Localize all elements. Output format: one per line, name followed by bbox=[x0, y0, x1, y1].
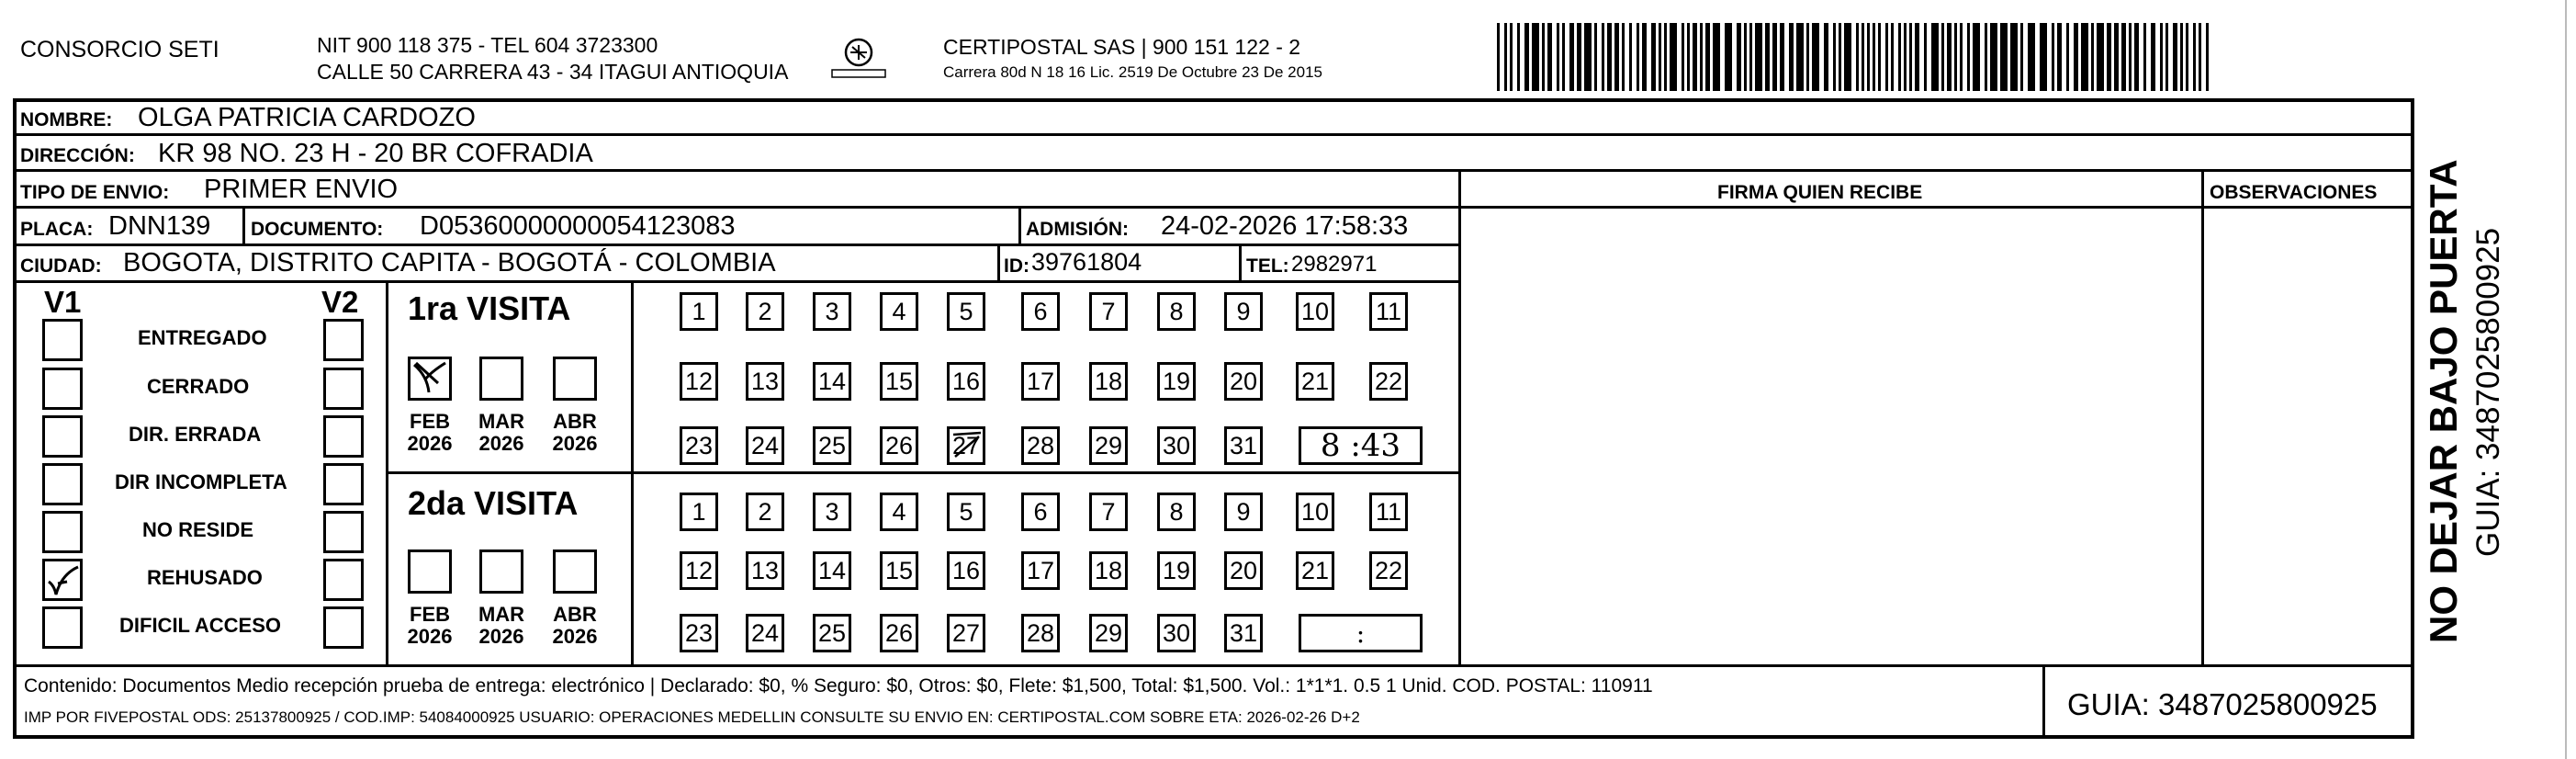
barcode-bar bbox=[1898, 23, 1901, 91]
ciudad-value: BOGOTA, DISTRITO CAPITA - BOGOTÁ - COLOMBIA bbox=[123, 248, 776, 278]
second-visit-day-20[interactable]: 20 bbox=[1224, 551, 1263, 590]
barcode-bar bbox=[1542, 23, 1545, 91]
tel-label: TEL: bbox=[1246, 255, 1289, 277]
barcode-bar bbox=[1547, 23, 1552, 91]
second-visit-day-2[interactable]: 2 bbox=[746, 493, 784, 531]
barcode-bar bbox=[1824, 23, 1828, 91]
barcode-bar bbox=[1594, 23, 1597, 91]
v2-checkbox-rehusado[interactable] bbox=[323, 559, 364, 601]
admision-label: ADMISIÓN: bbox=[1026, 219, 1129, 240]
barcode-bar bbox=[2010, 23, 2018, 91]
id-value: 39761804 bbox=[1031, 248, 1142, 276]
second-visit-day-27[interactable]: 27 bbox=[947, 614, 985, 652]
no-dejar-bajo-puerta: NO DEJAR BAJO PUERTA bbox=[2422, 159, 2465, 643]
certipostal-line2: Carrera 80d N 18 16 Lic. 2519 De Octubre 23 De 2015 bbox=[943, 63, 1322, 81]
ciudad-label: CIUDAD: bbox=[20, 255, 102, 277]
first-visit-day-18[interactable]: 18 bbox=[1089, 362, 1128, 401]
placa-label: PLACA: bbox=[20, 219, 94, 240]
barcode-bar bbox=[1931, 23, 1939, 91]
barcode-bar bbox=[2020, 23, 2023, 91]
barcode-bar bbox=[1867, 23, 1870, 91]
v2-checkbox-dir-incompleta[interactable] bbox=[323, 463, 364, 505]
second-visit-day-6[interactable]: 6 bbox=[1021, 493, 1060, 531]
v1-checkbox-no-reside[interactable] bbox=[42, 511, 83, 553]
first-visit-day-3[interactable]: 3 bbox=[813, 292, 851, 331]
first-visit-day-6[interactable]: 6 bbox=[1021, 292, 1060, 331]
barcode-bar bbox=[2165, 23, 2168, 91]
v2-checkbox-dir-errada[interactable] bbox=[323, 415, 364, 458]
barcode-bar bbox=[1755, 23, 1762, 91]
second-visit-day-19[interactable]: 19 bbox=[1157, 551, 1196, 590]
second-visit-day-30[interactable]: 30 bbox=[1157, 614, 1196, 652]
first-visit-day-4[interactable]: 4 bbox=[880, 292, 918, 331]
barcode-bar bbox=[1637, 23, 1639, 91]
second-visit-month-abr-checkbox[interactable] bbox=[553, 549, 597, 594]
first-visit-day-5[interactable]: 5 bbox=[947, 292, 985, 331]
barcode-bar bbox=[1885, 23, 1888, 91]
barcode-bar bbox=[1985, 23, 1987, 91]
barcode-bar bbox=[1891, 23, 1894, 91]
barcode-bar bbox=[2074, 23, 2078, 91]
month-label: MAR 2026 bbox=[478, 410, 525, 456]
barcode-bar bbox=[1629, 23, 1632, 91]
tipo-envio-value: PRIMER ENVIO bbox=[204, 175, 399, 204]
barcode-bar bbox=[1967, 23, 1970, 91]
barcode-bar bbox=[2097, 23, 2104, 91]
status-option-label: CERRADO bbox=[147, 375, 250, 398]
first-visit-day-30[interactable]: 30 bbox=[1157, 426, 1196, 465]
barcode-bar bbox=[1924, 23, 1927, 91]
first-visit-day-11[interactable]: 11 bbox=[1369, 292, 1408, 331]
barcode-bar bbox=[1562, 23, 1565, 91]
barcode-bar bbox=[2028, 23, 2035, 91]
second-visit-day-9[interactable]: 9 bbox=[1224, 493, 1263, 531]
first-visit-time-field[interactable]: 8 :43 bbox=[1299, 426, 1423, 465]
barcode-bar bbox=[1577, 23, 1581, 91]
barcode-bar bbox=[1664, 23, 1667, 91]
first-visit-day-8[interactable]: 8 bbox=[1157, 292, 1196, 331]
firma-header: FIRMA QUIEN RECIBE bbox=[1717, 182, 1923, 203]
first-visit-month-abr-checkbox[interactable] bbox=[553, 357, 597, 401]
barcode-bar bbox=[1772, 23, 1777, 91]
barcode-bar bbox=[1693, 23, 1697, 91]
second-visit-day-5[interactable]: 5 bbox=[947, 493, 985, 531]
barcode-bar bbox=[1517, 23, 1520, 91]
certipostal-logo bbox=[830, 37, 887, 81]
side-guia: GUIA: 3487025800925 bbox=[2470, 227, 2506, 557]
nit-line: NIT 900 118 375 - TEL 604 3723300 bbox=[317, 33, 658, 57]
barcode-bar bbox=[1990, 23, 1997, 91]
first-visit-day-21[interactable]: 21 bbox=[1296, 362, 1334, 401]
barcode-bar bbox=[1833, 23, 1836, 91]
v1-checkbox-dir-errada[interactable] bbox=[42, 415, 83, 458]
month-label: ABR 2026 bbox=[552, 410, 598, 456]
barcode-bar bbox=[2160, 23, 2163, 91]
first-visit-month-mar-checkbox[interactable] bbox=[479, 357, 523, 401]
second-visit-day-12[interactable]: 12 bbox=[680, 551, 718, 590]
barcode-bar bbox=[2107, 23, 2111, 91]
first-visit-title: 1ra VISITA bbox=[408, 289, 571, 327]
first-visit-day-27[interactable]: 27 bbox=[947, 426, 985, 465]
barcode-bar bbox=[1789, 23, 1794, 91]
contenido-line: Contenido: Documentos Medio recepción prueba de entrega: electrónico | Declarado: $0, % Seguro: $0, Otros: $0, Flete: $1,500, Total: $1,500. Vol.: 1*1*1. 0.5 1 Unid. COD. POSTAL: 110911 bbox=[24, 675, 1653, 697]
status-option-label: ENTREGADO bbox=[138, 326, 267, 349]
barcode-bar bbox=[1713, 23, 1720, 91]
first-visit-day-10[interactable]: 10 bbox=[1296, 292, 1334, 331]
first-visit-day-22[interactable]: 22 bbox=[1369, 362, 1408, 401]
barcode-bar bbox=[1960, 23, 1963, 91]
barcode-bar bbox=[1915, 23, 1919, 91]
second-visit-day-22[interactable]: 22 bbox=[1369, 551, 1408, 590]
first-visit-day-20[interactable]: 20 bbox=[1224, 362, 1263, 401]
first-visit-day-25[interactable]: 25 bbox=[813, 426, 851, 465]
second-visit-day-26[interactable]: 26 bbox=[880, 614, 918, 652]
second-visit-day-25[interactable]: 25 bbox=[813, 614, 851, 652]
barcode-bar bbox=[1973, 23, 1980, 91]
v1-checkbox-dir-incompleta[interactable] bbox=[42, 463, 83, 505]
month-label: MAR 2026 bbox=[478, 603, 525, 649]
second-visit-day-13[interactable]: 13 bbox=[746, 551, 784, 590]
tipo-envio-label: TIPO DE ENVIO: bbox=[20, 182, 170, 203]
first-visit-day-29[interactable]: 29 bbox=[1089, 426, 1128, 465]
barcode-bar bbox=[2151, 23, 2155, 91]
barcode-bar bbox=[1569, 23, 1574, 91]
barcode-bar bbox=[1532, 23, 1539, 91]
direccion-value: KR 98 NO. 23 H - 20 BR COFRADIA bbox=[158, 139, 593, 168]
second-visit-day-16[interactable]: 16 bbox=[947, 551, 985, 590]
barcode-bar bbox=[1687, 23, 1690, 91]
barcode-bar bbox=[2134, 23, 2139, 91]
barcode-bar bbox=[2129, 23, 2132, 91]
second-visit-month-mar-checkbox[interactable] bbox=[479, 549, 523, 594]
placa-value: DNN139 bbox=[108, 211, 211, 241]
barcode-bar bbox=[2143, 23, 2146, 91]
first-visit-day-1[interactable]: 1 bbox=[680, 292, 718, 331]
v2-checkbox-cerrado[interactable] bbox=[323, 368, 364, 410]
month-label: FEB 2026 bbox=[407, 603, 453, 649]
barcode-bar bbox=[2114, 23, 2119, 91]
first-visit-day-2[interactable]: 2 bbox=[746, 292, 784, 331]
second-visit-day-28[interactable]: 28 bbox=[1021, 614, 1060, 652]
barcode-bar bbox=[1765, 23, 1770, 91]
barcode-bar bbox=[1856, 23, 1859, 91]
barcode-bar bbox=[1909, 23, 1912, 91]
barcode-bar bbox=[1557, 23, 1559, 91]
second-visit-day-7[interactable]: 7 bbox=[1089, 493, 1128, 531]
second-visit-day-15[interactable]: 15 bbox=[880, 551, 918, 590]
second-visit-month-feb-checkbox[interactable] bbox=[408, 549, 452, 594]
second-visit-time-field[interactable]: : bbox=[1299, 614, 1423, 652]
barcode-bar bbox=[1904, 23, 1907, 91]
first-visit-day-23[interactable]: 23 bbox=[680, 426, 718, 465]
barcode-bar bbox=[1614, 23, 1619, 91]
barcode-bar bbox=[1780, 23, 1784, 91]
second-visit-day-21[interactable]: 21 bbox=[1296, 551, 1334, 590]
barcode-bar bbox=[2121, 23, 2126, 91]
v1-checkbox-rehusado[interactable] bbox=[42, 559, 83, 601]
barcode-bar bbox=[1744, 23, 1747, 91]
second-visit-day-17[interactable]: 17 bbox=[1021, 551, 1060, 590]
second-visit-day-31[interactable]: 31 bbox=[1224, 614, 1263, 652]
barcode-bar bbox=[1510, 23, 1513, 91]
barcode-bar bbox=[1862, 23, 1864, 91]
barcode-bar bbox=[1700, 23, 1703, 91]
nombre-label: NOMBRE: bbox=[20, 109, 113, 130]
barcode-bar bbox=[2066, 23, 2069, 91]
first-visit-day-19[interactable]: 19 bbox=[1157, 362, 1196, 401]
first-visit-month-feb-checkbox[interactable] bbox=[408, 357, 452, 401]
first-visit-day-13[interactable]: 13 bbox=[746, 362, 784, 401]
barcode-bar bbox=[1682, 23, 1684, 91]
first-visit-day-7[interactable]: 7 bbox=[1089, 292, 1128, 331]
first-visit-day-15[interactable]: 15 bbox=[880, 362, 918, 401]
month-label: ABR 2026 bbox=[552, 603, 598, 649]
direccion-label: DIRECCIÓN: bbox=[20, 145, 135, 166]
barcode-bar bbox=[1622, 23, 1625, 91]
status-option-label: DIFICIL ACCESO bbox=[119, 614, 282, 637]
first-visit-day-28[interactable]: 28 bbox=[1021, 426, 1060, 465]
second-visit-day-4[interactable]: 4 bbox=[880, 493, 918, 531]
company-name: CONSORCIO SETI bbox=[20, 37, 219, 62]
barcode bbox=[1497, 23, 2222, 91]
v2-checkbox-dificil-acceso[interactable] bbox=[323, 606, 364, 649]
barcode-bar bbox=[1524, 23, 1529, 91]
observaciones-header: OBSERVACIONES bbox=[2210, 182, 2378, 203]
first-visit-day-26[interactable]: 26 bbox=[880, 426, 918, 465]
second-visit-day-10[interactable]: 10 bbox=[1296, 493, 1334, 531]
barcode-bar bbox=[2186, 23, 2188, 91]
barcode-bar bbox=[1659, 23, 1661, 91]
barcode-bar bbox=[2040, 23, 2047, 91]
barcode-bar bbox=[1584, 23, 1592, 91]
barcode-bar bbox=[2057, 23, 2062, 91]
v1-checkbox-dificil-acceso[interactable] bbox=[42, 606, 83, 649]
address-line: CALLE 50 CARRERA 43 - 34 ITAGUI ANTIOQUIA bbox=[317, 60, 789, 84]
imp-line: IMP POR FIVEPOSTAL ODS: 25137800925 / COD.IMP: 54084000925 USUARIO: OPERACIONES MEDELLIN CONSULTE SU ENVIO EN: CERTIPOSTAL.COM SOBRE ETA: 2026-02-26 D+2 bbox=[24, 708, 1360, 726]
barcode-bar bbox=[2193, 23, 2196, 91]
second-visit-day-8[interactable]: 8 bbox=[1157, 493, 1196, 531]
barcode-bar bbox=[1705, 23, 1710, 91]
barcode-bar bbox=[1873, 23, 1875, 91]
second-visit-day-23[interactable]: 23 bbox=[680, 614, 718, 652]
barcode-bar bbox=[1839, 23, 1841, 91]
second-visit-day-14[interactable]: 14 bbox=[813, 551, 851, 590]
guia-box-value: GUIA: 3487025800925 bbox=[2067, 687, 2378, 721]
barcode-bar bbox=[2091, 23, 2094, 91]
first-visit-day-17[interactable]: 17 bbox=[1021, 362, 1060, 401]
barcode-bar bbox=[2000, 23, 2008, 91]
first-visit-day-31[interactable]: 31 bbox=[1224, 426, 1263, 465]
nombre-value: OLGA PATRICIA CARDOZO bbox=[138, 103, 476, 132]
v2-checkbox-no-reside[interactable] bbox=[323, 511, 364, 553]
first-visit-day-12[interactable]: 12 bbox=[680, 362, 718, 401]
second-visit-day-3[interactable]: 3 bbox=[813, 493, 851, 531]
id-label: ID: bbox=[1004, 255, 1029, 277]
status-option-label: DIR INCOMPLETA bbox=[115, 470, 287, 493]
barcode-bar bbox=[1725, 23, 1732, 91]
second-visit-day-1[interactable]: 1 bbox=[680, 493, 718, 531]
barcode-bar bbox=[1749, 23, 1752, 91]
status-option-label: DIR. ERRADA bbox=[129, 423, 262, 446]
barcode-bar bbox=[1651, 23, 1656, 91]
v2-label: V2 bbox=[321, 285, 359, 319]
barcode-bar bbox=[2199, 23, 2201, 91]
first-visit-day-14[interactable]: 14 bbox=[813, 362, 851, 401]
second-visit-title: 2da VISITA bbox=[408, 484, 579, 522]
barcode-bar bbox=[1954, 23, 1957, 91]
barcode-bar bbox=[1844, 23, 1851, 91]
v1-checkbox-cerrado[interactable] bbox=[42, 368, 83, 410]
second-visit-day-11[interactable]: 11 bbox=[1369, 493, 1408, 531]
v1-checkbox-entregado[interactable] bbox=[42, 319, 83, 361]
v1-label: V1 bbox=[44, 285, 82, 319]
barcode-bar bbox=[1642, 23, 1647, 91]
second-visit-day-24[interactable]: 24 bbox=[746, 614, 784, 652]
v2-checkbox-entregado[interactable] bbox=[323, 319, 364, 361]
tel-value: 2982971 bbox=[1291, 252, 1378, 277]
barcode-bar bbox=[1947, 23, 1952, 91]
documento-label: DOCUMENTO: bbox=[251, 219, 384, 240]
barcode-bar bbox=[1796, 23, 1804, 91]
status-option-label: NO RESIDE bbox=[142, 518, 254, 541]
first-visit-day-9[interactable]: 9 bbox=[1224, 292, 1263, 331]
barcode-bar bbox=[2173, 23, 2177, 91]
barcode-bar bbox=[1607, 23, 1612, 91]
first-visit-day-24[interactable]: 24 bbox=[746, 426, 784, 465]
barcode-bar bbox=[2180, 23, 2183, 91]
second-visit-day-29[interactable]: 29 bbox=[1089, 614, 1128, 652]
second-visit-day-18[interactable]: 18 bbox=[1089, 551, 1128, 590]
admision-value: 24-02-2026 17:58:33 bbox=[1161, 211, 1409, 241]
first-visit-day-16[interactable]: 16 bbox=[947, 362, 985, 401]
barcode-bar bbox=[1941, 23, 1944, 91]
barcode-bar bbox=[1737, 23, 1741, 91]
barcode-bar bbox=[1878, 23, 1881, 91]
barcode-bar bbox=[1806, 23, 1809, 91]
barcode-bar bbox=[1602, 23, 1604, 91]
barcode-bar bbox=[2052, 23, 2054, 91]
month-label: FEB 2026 bbox=[407, 410, 453, 456]
barcode-bar bbox=[1497, 23, 1500, 91]
status-option-label: REHUSADO bbox=[147, 566, 263, 589]
barcode-bar bbox=[2081, 23, 2088, 91]
barcode-bar bbox=[1812, 23, 1819, 91]
barcode-bar bbox=[2206, 23, 2209, 91]
documento-value: D05360000000054123083 bbox=[420, 211, 736, 241]
certipostal-line1: CERTIPOSTAL SAS | 900 151 122 - 2 bbox=[943, 35, 1301, 59]
barcode-bar bbox=[1670, 23, 1677, 91]
barcode-bar bbox=[1504, 23, 1507, 91]
